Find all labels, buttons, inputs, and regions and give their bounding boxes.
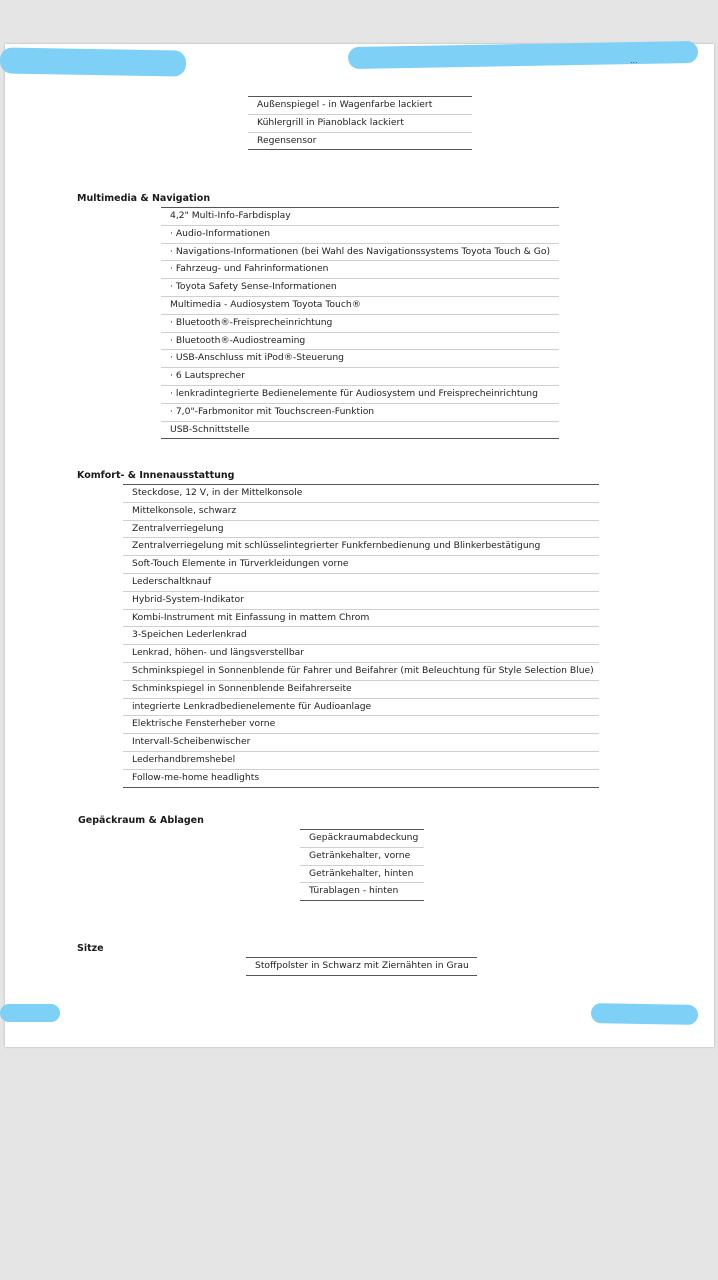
section-heading-gepaeck: Gepäckraum & Ablagen (78, 815, 204, 826)
list-item: Mittelkonsole, schwarz (123, 503, 599, 521)
list-item: integrierte Lenkradbedienelemente für Audioanlage (123, 699, 599, 717)
list-item: Intervall-Scheibenwischer (123, 734, 599, 752)
sitze-list (246, 957, 477, 976)
list-item: · Bluetooth®-Audiostreaming (161, 333, 559, 351)
section-heading-sitze: Sitze (77, 943, 104, 954)
redaction-mark-bottom-right (591, 1003, 698, 1025)
list-item: Hybrid-System-Indikator (123, 592, 599, 610)
gepaeck-list (300, 829, 424, 901)
list-item: Multimedia - Audiosystem Toyota Touch® (161, 297, 559, 315)
list-item: · USB-Anschluss mit iPod®-Steuerung (161, 350, 559, 368)
list-item: Steckdose, 12 V, in der Mittelkonsole (123, 484, 599, 503)
komfort-list (123, 484, 599, 788)
list-item: · 7,0"-Farbmonitor mit Touchscreen-Funktion (161, 404, 559, 422)
header-fragment: ... (630, 56, 638, 65)
list-item: Außenspiegel - in Wagenfarbe lackiert (248, 96, 472, 115)
list-item: Lenkrad, höhen- und längsverstellbar (123, 645, 599, 663)
list-item: Lederhandbremshebel (123, 752, 599, 770)
list-item: Kombi-Instrument mit Einfassung in mattem Chrom (123, 610, 599, 628)
list-item: Türablagen - hinten (300, 883, 424, 901)
list-item: 3-Speichen Lederlenkrad (123, 627, 599, 645)
list-item: · Bluetooth®-Freisprecheinrichtung (161, 315, 559, 333)
list-item: Regensensor (248, 133, 472, 151)
list-item: Lederschaltknauf (123, 574, 599, 592)
list-item: · Audio-Informationen (161, 226, 559, 244)
exterior-list (248, 96, 472, 150)
list-item: Zentralverriegelung (123, 521, 599, 539)
section-heading-komfort: Komfort- & Innenausstattung (77, 470, 235, 481)
redaction-mark-top-left (0, 47, 186, 76)
list-item: Gepäckraumabdeckung (300, 829, 424, 848)
list-item: Follow-me-home headlights (123, 770, 599, 788)
list-item: Schminkspiegel in Sonnenblende für Fahrer und Beifahrer (mit Beleuchtung für Style Selection Blue) (123, 663, 599, 681)
list-item: Kühlergrill in Pianoblack lackiert (248, 115, 472, 133)
list-item: Stoffpolster in Schwarz mit Ziernähten in Grau (246, 957, 477, 976)
list-item: · 6 Lautsprecher (161, 368, 559, 386)
list-item: Getränkehalter, vorne (300, 848, 424, 866)
list-item: Soft-Touch Elemente in Türverkleidungen vorne (123, 556, 599, 574)
list-item: Getränkehalter, hinten (300, 866, 424, 884)
list-item: · Fahrzeug- und Fahrinformationen (161, 261, 559, 279)
list-item: 4,2" Multi-Info-Farbdisplay (161, 207, 559, 226)
list-item: · Navigations-Informationen (bei Wahl des Navigationssystems Toyota Touch & Go) (161, 244, 559, 262)
section-heading-multimedia: Multimedia & Navigation (77, 193, 211, 204)
list-item: Zentralverriegelung mit schlüsselintegrierter Funkfernbedienung und Blinkerbestätigung (123, 538, 599, 556)
list-item: USB-Schnittstelle (161, 422, 559, 440)
multimedia-list (161, 207, 559, 439)
list-item: Elektrische Fensterheber vorne (123, 716, 599, 734)
list-item: · lenkradintegrierte Bedienelemente für Audiosystem und Freisprecheinrichtung (161, 386, 559, 404)
redaction-mark-bottom-left (0, 1004, 60, 1022)
list-item: · Toyota Safety Sense-Informationen (161, 279, 559, 297)
list-item: Schminkspiegel in Sonnenblende Beifahrerseite (123, 681, 599, 699)
